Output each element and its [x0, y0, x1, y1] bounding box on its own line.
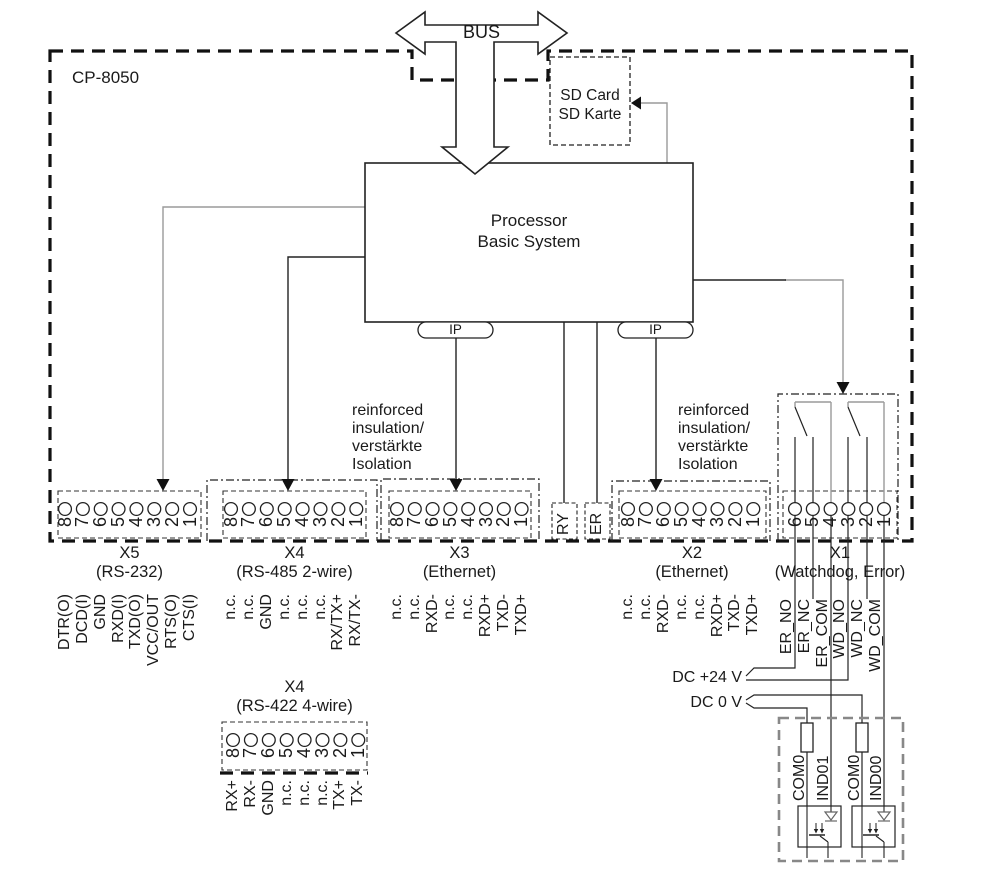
connector-name: X4 — [284, 678, 305, 696]
pin-number: 1 — [345, 517, 366, 528]
output-circuit-label: IND00 — [868, 755, 885, 801]
pin-number: 6 — [258, 748, 279, 759]
pin-circle — [94, 503, 107, 516]
pin-number: 6 — [256, 517, 277, 528]
dc-0v-label: DC 0 V — [690, 694, 742, 711]
output-circuit-label: COM0 — [791, 754, 808, 801]
pin-signal-label: GND — [257, 594, 275, 630]
connector-type: (Ethernet) — [422, 562, 497, 581]
pin-number: 6 — [422, 517, 443, 528]
pin-number: 2 — [161, 517, 182, 528]
pin-signal-label: WD_NC — [849, 599, 867, 658]
insulation-note-left: reinforced insulation/ verstärkte Isolation — [352, 402, 425, 473]
pin-circle — [296, 503, 309, 516]
pin-circle — [130, 503, 143, 516]
pin-number: 3 — [475, 517, 496, 528]
pin-signal-label: TX+ — [331, 780, 349, 810]
pin-signal-label: RXD(I) — [109, 594, 127, 643]
pin-number: 5 — [439, 517, 460, 528]
resistor-left — [801, 723, 813, 752]
connector-name: X4 — [284, 544, 305, 562]
pin-signal-label: TXD+ — [744, 594, 762, 636]
pin-signal-label: VCC/OUT — [145, 594, 163, 666]
output-circuit-label: IND01 — [815, 755, 832, 801]
pin-number: 1 — [347, 748, 368, 759]
device-model-label: CP-8050 — [72, 68, 140, 87]
pin-circle — [243, 503, 256, 516]
pin-circle — [622, 503, 635, 516]
pin-circle — [842, 503, 855, 516]
pin-signal-label: n.c. — [405, 594, 423, 620]
pin-circle — [640, 503, 653, 516]
pin-signal-label: n.c. — [672, 594, 690, 620]
connector-type: (Watchdog, Error) — [774, 562, 906, 581]
pin-circle — [280, 734, 293, 747]
pin-number: 4 — [294, 748, 315, 759]
pin-number: 1 — [179, 517, 200, 528]
pin-circle — [693, 503, 706, 516]
pin-circle — [860, 503, 873, 516]
pin-number: 6 — [784, 517, 805, 528]
pin-number: 7 — [238, 517, 259, 528]
pin-signal-label: n.c. — [293, 594, 311, 620]
pin-number: 8 — [617, 517, 638, 528]
pin-number: 5 — [276, 748, 297, 759]
pin-signal-label: RXD- — [423, 594, 441, 634]
pin-number: 3 — [837, 517, 858, 528]
connector-type: (RS-232) — [96, 562, 163, 581]
pin-signal-label: WD_COM — [867, 599, 884, 672]
pin-circle — [657, 503, 670, 516]
pin-number: 3 — [707, 517, 727, 528]
pin-number: 2 — [724, 517, 745, 528]
connector-type: (RS-422 4-wire) — [236, 696, 353, 715]
pin-signal-label: CTS(I) — [181, 594, 199, 642]
pin-number: 8 — [54, 517, 75, 528]
pin-circle — [878, 503, 891, 516]
pin-signal-label: n.c. — [313, 780, 331, 806]
pin-number: 4 — [457, 517, 478, 528]
pin-number: 7 — [240, 748, 261, 759]
pin-number: 5 — [671, 517, 692, 528]
pin-circle — [184, 503, 197, 516]
pin-circle — [352, 734, 365, 747]
pin-number: 2 — [493, 517, 514, 528]
pin-circle — [262, 734, 275, 747]
connector-name: X2 — [681, 544, 703, 562]
pin-circle — [166, 503, 179, 516]
pin-signal-label: ER_NC — [795, 599, 813, 654]
pin-number: 4 — [820, 517, 841, 528]
connector-type: (Ethernet) — [655, 562, 729, 581]
pin-signal-label: n.c. — [277, 780, 295, 806]
pin-circle — [747, 503, 760, 516]
pin-signal-label: n.c. — [636, 594, 654, 620]
ip-label-left: IP — [449, 322, 462, 337]
pin-number: 3 — [143, 517, 164, 528]
pin-number: 7 — [72, 517, 93, 528]
pin-circle — [497, 503, 510, 516]
pin-signal-label: RX/TX- — [347, 594, 365, 647]
relay-common-wires — [795, 402, 884, 503]
pin-circle — [426, 503, 439, 516]
pin-number: 8 — [220, 517, 241, 528]
pin-number: 4 — [689, 517, 710, 528]
pin-signal-label: RTS(O) — [163, 594, 181, 649]
connector-x4_top-title — [205, 544, 385, 581]
connector-type: (RS-485 2-wire) — [236, 562, 353, 581]
connector-x5-title — [40, 544, 220, 581]
pin-signal-label: n.c. — [388, 594, 405, 620]
pin-signal-label: RX+ — [224, 780, 241, 812]
pin-number: 1 — [511, 517, 532, 528]
pin-number: 2 — [855, 517, 876, 528]
pin-number: 6 — [653, 517, 674, 528]
output-circuit-label: COM0 — [846, 754, 863, 801]
pin-circle — [334, 734, 347, 747]
pin-circle — [227, 734, 240, 747]
pin-number: 7 — [404, 517, 425, 528]
pin-number: 4 — [292, 517, 313, 528]
pin-signal-label: n.c. — [690, 594, 708, 620]
pin-signal-label: n.c. — [295, 780, 313, 806]
ry-led-label: RY — [555, 513, 572, 535]
pin-signal-label: TXD+ — [512, 594, 530, 636]
pin-signal-label: ER_COM — [813, 599, 831, 668]
pin-number: 5 — [802, 517, 823, 528]
pin-number: 2 — [329, 748, 350, 759]
pin-number: 1 — [742, 517, 763, 528]
pin-number: 3 — [310, 517, 330, 528]
pin-number: 8 — [222, 748, 243, 759]
pin-signal-label: TXD- — [494, 594, 512, 632]
pin-signal-label: GND — [91, 594, 109, 630]
pin-circle — [729, 503, 742, 516]
resistor-right — [856, 723, 868, 752]
pin-circle — [462, 503, 475, 516]
pin-signal-label: TXD- — [726, 594, 744, 632]
pin-signal-label: n.c. — [275, 594, 293, 620]
pin-signal-label: n.c. — [222, 594, 239, 620]
pin-circle — [806, 503, 819, 516]
pin-circle — [278, 503, 291, 516]
pin-number: 5 — [108, 517, 129, 528]
pin-number: 3 — [312, 748, 332, 759]
dc-24v-label: DC +24 V — [672, 669, 742, 686]
pin-circle — [298, 734, 311, 747]
pin-signal-label: n.c. — [441, 594, 459, 620]
pin-circle — [480, 503, 493, 516]
pin-signal-label: n.c. — [459, 594, 477, 620]
pin-signal-label: ER_NO — [778, 599, 795, 655]
pin-circle — [112, 503, 125, 516]
pin-signal-label: RXD- — [654, 594, 672, 634]
connector-name: X1 — [829, 544, 851, 562]
pin-signal-label: GND — [259, 780, 277, 816]
processor-label: Processor Basic System — [477, 211, 581, 251]
pin-signal-label: TX- — [349, 780, 367, 806]
connector-name: X3 — [449, 544, 470, 562]
pin-circle — [675, 503, 688, 516]
pin-signal-label: DTR(O) — [56, 594, 73, 650]
pin-number: 2 — [327, 517, 348, 528]
pin-circle — [350, 503, 363, 516]
pin-circle — [789, 503, 802, 516]
pin-number: 1 — [873, 517, 894, 528]
connector-x3-title — [370, 544, 550, 581]
bus-label: BUS — [462, 22, 500, 42]
pin-signal-label: TXD(O) — [127, 594, 145, 650]
pin-signal-label: n.c. — [239, 594, 257, 620]
pin-circle — [515, 503, 528, 516]
pin-circle — [408, 503, 421, 516]
pin-circle — [314, 503, 327, 516]
pin-signal-label: n.c. — [619, 594, 636, 620]
connector-x4_bottom-title — [205, 678, 385, 715]
pin-circle — [148, 503, 161, 516]
pin-circle — [245, 734, 258, 747]
connector-name: X5 — [119, 544, 140, 562]
pin-signal-label: RX/TX+ — [329, 594, 347, 651]
pin-signal-label: RX- — [241, 780, 259, 808]
pin-number: 4 — [125, 517, 146, 528]
pin-circle — [59, 503, 72, 516]
pin-circle — [824, 503, 837, 516]
pin-number: 5 — [274, 517, 295, 528]
pin-signal-label: n.c. — [311, 594, 329, 620]
pin-circle — [76, 503, 89, 516]
pin-circle — [260, 503, 273, 516]
pin-signal-label: RXD+ — [708, 594, 726, 638]
pin-circle — [316, 734, 329, 747]
pin-circle — [711, 503, 724, 516]
pin-signal-label: DCD(I) — [73, 594, 91, 644]
pin-circle — [391, 503, 404, 516]
sd-card-label: SD Card SD Karte — [558, 87, 622, 123]
pin-number: 6 — [90, 517, 111, 528]
pin-signal-label: RXD+ — [477, 594, 494, 638]
pin-circle — [332, 503, 345, 516]
pin-signal-label: WD_NO — [831, 599, 849, 659]
pin-number: 8 — [386, 517, 407, 528]
ip-label-right: IP — [649, 322, 662, 337]
er-led-label: ER — [588, 512, 605, 535]
pin-circle — [225, 503, 238, 516]
pin-circle — [444, 503, 457, 516]
connector-x1-title — [750, 544, 930, 581]
pin-number: 7 — [635, 517, 656, 528]
insulation-note-right: reinforced insulation/ verstärkte Isolation — [678, 402, 751, 473]
